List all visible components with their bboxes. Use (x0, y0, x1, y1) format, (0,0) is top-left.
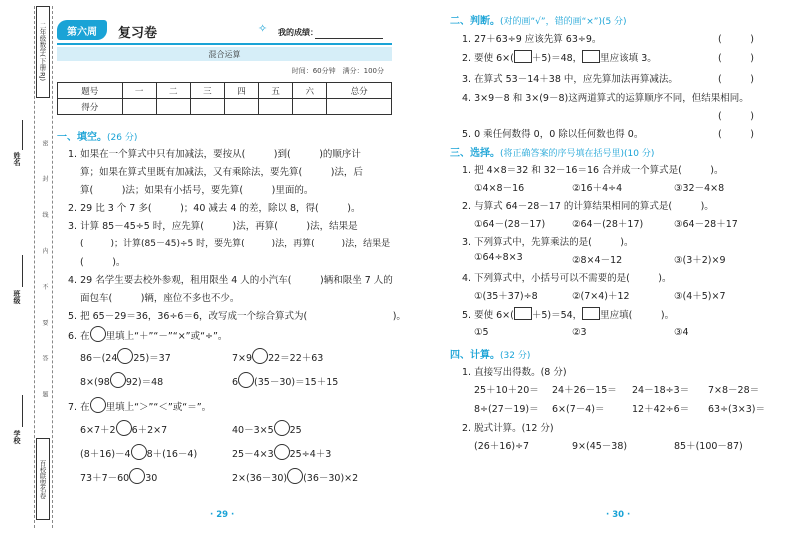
score-label: 我的成绩： (278, 28, 318, 37)
page-number-left: · 29 · (210, 510, 235, 520)
choice-3: 3. 下列算式中，先算乘法的是( )。 (462, 237, 634, 248)
choice-5-b: ＋5)＝54， (531, 310, 583, 321)
calc-1-r1-c4: 7×8－28＝ (708, 385, 760, 396)
score-header-cell: 五 (259, 83, 293, 99)
q6-b-circle[interactable] (252, 348, 268, 364)
name-write-line[interactable] (22, 120, 23, 150)
choice-5 (462, 307, 674, 321)
q7-item-f (232, 468, 358, 484)
page-title: 复习卷 (118, 26, 158, 41)
q6-d-circle[interactable] (238, 372, 254, 388)
calc-1-r2-c1: 8÷(27－19)＝ (474, 404, 539, 415)
q7 (68, 397, 211, 413)
calc-1: 1. 直接写出得数。(8 分) (462, 367, 567, 378)
q6-a-left: 86－(24 (80, 353, 118, 364)
calc-1-r1-c2: 24＋26－15＝ (552, 385, 617, 396)
q7-d-circle[interactable] (274, 444, 290, 460)
choice-3-opt-2[interactable]: ②8×4－12 (572, 255, 623, 266)
q7-text-b: 里填上“＞”“＜”或“＝”。 (105, 402, 212, 413)
school-write-line[interactable] (22, 395, 23, 427)
q3-line-3: ( )。 (80, 257, 126, 268)
judge-2-mark[interactable]: ( ) (718, 53, 754, 64)
score-header-cell: 题号 (58, 83, 123, 99)
q7-item-a (80, 420, 167, 436)
choice-5-opt-2[interactable]: ②3 (572, 327, 587, 338)
choice-3-opt-1[interactable]: ①64÷8×3 (474, 252, 523, 263)
q7-item-c (80, 444, 197, 460)
q1-line-3: 算( )法；如果有小括号，要先算( )里面的。 (80, 185, 314, 196)
q6-item-d (232, 372, 338, 388)
q3-line-1: 3. 计算 85－45÷5 时，应先算( )法，再算( )法，结果是 (68, 221, 358, 232)
score-cell[interactable] (190, 99, 224, 115)
q1-line-2: 算；如果在算式里既有加减法，又有乘除法，要先算( )法，后 (80, 167, 363, 178)
q7-item-e (80, 468, 157, 484)
q6-c-right: 92)＝48 (125, 377, 164, 388)
q7-item-b (232, 420, 302, 436)
judge-4: 4. 3×9－8 和 3×(9－8)这两道算式的运算顺序不同，但结果相同。 (462, 93, 749, 104)
q3-line-2: ( )；计算(85－45)÷5 时，要先算( )法，再算( )法，结果是 (80, 239, 391, 249)
class-write-line[interactable] (22, 255, 23, 287)
score-cell[interactable] (293, 99, 327, 115)
square-blank-icon (582, 50, 600, 63)
binding-dash-line-inner (52, 6, 53, 528)
section-1-points: (26 分) (107, 133, 138, 143)
score-write-line[interactable] (315, 38, 383, 39)
section-4-points: (32 分) (500, 351, 531, 361)
seal-line-text: 密 封 线 内 不 要 答 题 (41, 140, 48, 412)
judge-2-c: 里应该填 3。 (600, 53, 657, 64)
q7-e-circle[interactable] (129, 468, 145, 484)
q6-d-left: 6 (232, 377, 239, 388)
q7-c-left: (8＋16)－4 (80, 449, 131, 460)
q6-text-b: 里填上“＋”“－”“×”或“÷”。 (105, 331, 228, 342)
q6-a-right: 25)＝37 (133, 353, 171, 364)
choice-1-opt-1[interactable]: ①4×8－16 (474, 183, 525, 194)
q7-b-right: 25 (289, 425, 302, 436)
q7-f-right: (36－30)×2 (303, 473, 359, 484)
judge-4-mark[interactable]: ( ) (718, 111, 754, 122)
q7-a-left: 6×7＋2 (80, 425, 116, 436)
grade-label-box: 二年级数学(下册·RJ) (36, 6, 50, 98)
score-cell[interactable] (122, 99, 156, 115)
circle-blank-icon (90, 397, 106, 413)
calc-2-item-1: (26＋16)÷7 (474, 441, 530, 452)
choice-1: 1. 把 4×8＝32 和 32－16＝16 合并成一个算式是( )。 (462, 165, 724, 176)
q7-a-circle[interactable] (116, 420, 132, 436)
q7-a-right: 6＋2×7 (131, 425, 168, 436)
q1-line-1: 1. 如果在一个算式中只有加减法，要按从( )到( )的顺序计 (68, 149, 361, 160)
q6-c-left: 8×(98 (80, 377, 110, 388)
q7-b-left: 40－3×5 (232, 425, 274, 436)
q6-b-right: 22＝22＋63 (268, 353, 324, 364)
choice-4-opt-1[interactable]: ①(35＋37)÷8 (474, 291, 538, 302)
choice-4: 4. 下列算式中，小括号可以不需要的是( )。 (462, 273, 672, 284)
class-label: 班级 (13, 290, 21, 304)
week-badge: 第六周 (57, 20, 107, 40)
q7-d-left: 25－4×3 (232, 449, 274, 460)
q7-f-left: 2×(36－30) (232, 473, 288, 484)
judge-1-mark[interactable]: ( ) (718, 34, 754, 45)
choice-2-opt-2[interactable]: ②64－(28＋17) (572, 219, 644, 230)
score-cell[interactable] (259, 99, 293, 115)
choice-5-c: 里应填( )。 (600, 310, 675, 321)
calc-2-item-3: 85＋(100－87) (674, 441, 743, 452)
q6-a-circle[interactable] (117, 348, 133, 364)
score-header-cell: 三 (190, 83, 224, 99)
swirl-icon: ✧ (258, 22, 268, 35)
time-info: 时间：60分钟 满分：100分 (291, 67, 384, 75)
score-header-cell: 一 (122, 83, 156, 99)
choice-5-opt-1[interactable]: ①5 (474, 327, 489, 338)
choice-4-opt-2[interactable]: ②(7×4)＋12 (572, 291, 630, 302)
q4-line-2: 面包车( )辆，座位不多也不少。 (80, 293, 240, 304)
calc-1-r1-c1: 25＋10＋20＝ (474, 385, 539, 396)
q7-d-right: 25÷4＋3 (289, 449, 332, 460)
section-4-title (450, 346, 530, 361)
score-header-cell: 二 (156, 83, 190, 99)
score-header-cell: 总分 (327, 83, 392, 99)
square-blank-icon (514, 50, 532, 63)
calc-1-r2-c4: 63÷(3×3)＝ (708, 404, 766, 415)
judge-2 (462, 50, 657, 64)
brand-label-box: 百校联盟名卷 (36, 438, 50, 520)
choice-2: 2. 与算式 64－28－17 的计算结果相同的算式是( )。 (462, 201, 714, 212)
calc-1-r1-c3: 24－18÷3＝ (632, 385, 690, 396)
q6-item-c (80, 372, 163, 388)
section-2-name: 二、判断。 (450, 16, 500, 27)
score-header-cell: 六 (293, 83, 327, 99)
score-cell[interactable] (224, 99, 258, 115)
score-table (57, 82, 392, 115)
q7-e-right: 30 (145, 473, 158, 484)
q6-item-b (232, 348, 323, 364)
square-blank-icon (514, 307, 532, 320)
section-2-points: (对的画“√”，错的画“×”)(5 分) (500, 17, 627, 27)
judge-2-a: 2. 要使 6×( (462, 53, 514, 64)
q7-e-left: 73＋7－60 (80, 473, 130, 484)
score-cell[interactable] (327, 99, 392, 115)
q4-line-1: 4. 29 名学生要去校外参观，租用限坐 4 人的小汽车( )辆和限坐 7 人的 (68, 275, 393, 286)
header-rule (57, 43, 392, 45)
score-table-row (58, 99, 392, 115)
calc-1-r2-c3: 12＋42÷6＝ (632, 404, 690, 415)
name-label: 姓名 (13, 152, 21, 166)
q7-f-circle[interactable] (287, 468, 303, 484)
judge-3-mark[interactable]: ( ) (718, 74, 754, 85)
page-number-right: · 30 · (606, 510, 631, 520)
square-blank-icon (582, 307, 600, 320)
choice-1-opt-3[interactable]: ③32－4×8 (674, 183, 725, 194)
choice-5-opt-3[interactable]: ③4 (674, 327, 689, 338)
q6-c-circle[interactable] (110, 372, 126, 388)
score-header-cell: 四 (224, 83, 258, 99)
q5: 5. 把 65－29＝36，36÷6＝6，改写成一个综合算式为( )。 (68, 311, 406, 322)
calc-2: 2. 脱式计算。(12 分) (462, 423, 554, 434)
q6-b-left: 7×9 (232, 353, 253, 364)
q6-item-a (80, 348, 171, 364)
q6-d-right: (35－30)＝15＋15 (254, 377, 339, 388)
q7-c-right: 8＋(16－4) (146, 449, 198, 460)
q7-text-a: 7. 在 (68, 402, 90, 413)
section-3-points: (将正确答案的序号填在括号里)(10 分) (500, 149, 655, 159)
choice-5-a: 5. 要使 6×( (462, 310, 514, 321)
score-cell[interactable] (156, 99, 190, 115)
judge-5-mark[interactable]: ( ) (718, 129, 754, 140)
choice-2-opt-1[interactable]: ①64－(28－17) (474, 219, 546, 230)
q6 (68, 326, 227, 342)
choice-1-opt-2[interactable]: ②16＋4÷4 (572, 183, 623, 194)
q7-item-d (232, 444, 331, 460)
q7-c-circle[interactable] (131, 444, 147, 460)
score-table-header-row (58, 83, 392, 99)
section-3-title (450, 144, 654, 159)
section-4-name: 四、计算。 (450, 350, 500, 361)
calc-2-item-2: 9×(45－38) (572, 441, 628, 452)
judge-1: 1. 27＋63÷9 应该先算 63÷9。 (462, 34, 602, 45)
q6-text-a: 6. 在 (68, 331, 90, 342)
choice-4-opt-3[interactable]: ③(4＋5)×7 (674, 291, 726, 302)
binding-dash-line-outer (34, 6, 35, 528)
section-2-title (450, 12, 627, 27)
score-row-label: 得分 (58, 99, 123, 115)
calc-1-r2-c2: 6×(7－4)＝ (552, 404, 605, 415)
q7-b-circle[interactable] (274, 420, 290, 436)
school-label: 学校 (13, 430, 21, 444)
choice-3-opt-3[interactable]: ③(3＋2)×9 (674, 255, 726, 266)
choice-2-opt-3[interactable]: ③64－28＋17 (674, 219, 738, 230)
section-3-name: 三、选择。 (450, 148, 500, 159)
q2: 2. 29 比 3 个 7 多( )；40 减去 4 的差，除以 8，得( )。 (68, 203, 361, 214)
topic-band: 混合运算 (57, 47, 392, 61)
judge-2-b: ＋5)＝48， (531, 53, 583, 64)
judge-5: 5. 0 乘任何数得 0，0 除以任何数也得 0。 (462, 129, 644, 140)
circle-blank-icon (90, 326, 106, 342)
section-1-title (57, 128, 137, 143)
section-1-name: 一、填空。 (57, 132, 107, 143)
judge-3: 3. 在算式 53－14＋38 中，应先算加法再算减法。 (462, 74, 678, 85)
